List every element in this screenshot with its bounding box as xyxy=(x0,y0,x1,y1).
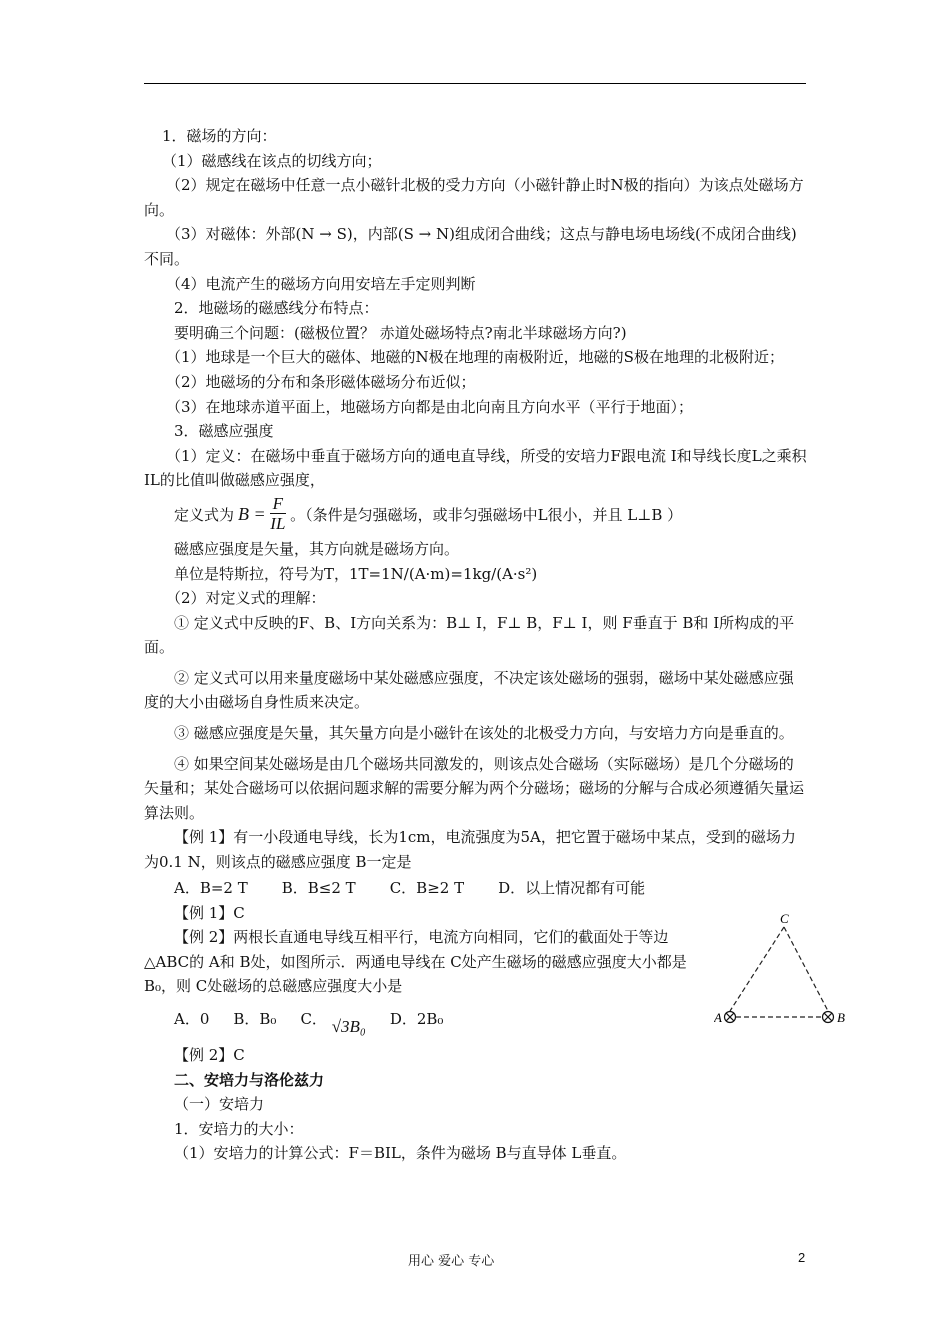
section-heading: 二、安培力与洛伦兹力 xyxy=(174,1070,325,1089)
subsection-heading: （一）安培力 xyxy=(174,1095,265,1114)
option-b: B．B₀ xyxy=(233,1010,277,1028)
definition-formula xyxy=(144,493,808,537)
example-1-answer: 【例 1】C xyxy=(174,903,245,922)
paragraph: （2）规定在磁场中任意一点小磁针北极的受力方向（小磁针静止时N极的指向）为该点处磁场方向。 xyxy=(144,176,804,219)
option-c-label: C． xyxy=(300,1010,327,1028)
paragraph: （4）电流产生的磁场方向用安培左手定则判断 xyxy=(166,274,476,293)
wire-b-into-page-icon xyxy=(823,1012,834,1023)
paragraph: 1．安培力的大小： xyxy=(174,1119,304,1138)
paragraph: ① 定义式中反映的F、B、I方向关系为：B⊥ I，F⊥ B，F⊥ I，则 F垂直于 B和 I所构成的平面。 xyxy=(144,613,795,657)
formula-fraction xyxy=(270,495,286,534)
document-body xyxy=(144,124,845,1166)
paragraph: （1）定义：在磁场中垂直于磁场方向的通电直导线，所受的安培力F跟电流 I和导线长度L之乘积 IL的比值叫做磁感应强度， xyxy=(144,446,807,490)
side-ac xyxy=(730,927,784,1011)
paragraph: （2）对定义式的理解： xyxy=(166,589,326,608)
example-2-question: 【例 2】两根长直通电导线互相平行，电流方向相同，它们的截面处于等边△ABC的 A和 B处，如图所示．两通电导线在 C处产生磁场的磁感应强度大小都是 B₀，则 C处磁场的总磁感应强度大小是 xyxy=(144,928,687,996)
paragraph: （2）地磁场的分布和条形磁体磁场分布近似； xyxy=(166,372,476,391)
formula-condition: 。（条件是匀强磁场，或非匀强磁场中L很小，并且 L⊥B ） xyxy=(290,506,683,525)
formula-numerator: F xyxy=(270,495,286,514)
vertex-label-c: C xyxy=(780,913,789,927)
paragraph: （1）磁感线在该点的切线方向； xyxy=(162,151,382,170)
footer-motto: 用心 爱心 专心 xyxy=(408,1254,495,1269)
side-bc xyxy=(784,927,828,1011)
page-number: 2 xyxy=(798,1250,806,1265)
formula-denominator: IL xyxy=(270,514,286,534)
option-a: A．B=2 T xyxy=(174,878,248,897)
example-2-answer: 【例 2】C xyxy=(174,1046,245,1064)
paragraph: ③ 磁感应强度是矢量，其矢量方向是小磁针在该处的北极受力方向，与安培力方向是垂直的。 xyxy=(174,724,794,743)
option-c xyxy=(300,1006,366,1036)
triangle-figure xyxy=(714,913,854,1033)
paragraph: （3）对磁体：外部(N → S)，内部(S → N)组成闭合曲线；这点与静电场电场线(不成闭合曲线)不同。 xyxy=(144,225,797,268)
option-c: C．B≥2 T xyxy=(389,878,465,897)
option-d: D．以上情况都有可能 xyxy=(498,878,646,897)
option-b: B．B≤2 T xyxy=(281,878,356,897)
option-c-value: √3B₀ xyxy=(331,1017,366,1036)
wire-a-into-page-icon xyxy=(725,1012,736,1023)
paragraph: ④ 如果空间某处磁场是由几个磁场共同激发的，则该点处合磁场（实际磁场）是几个分磁场的矢量和；某处合磁场可以依据问题求解的需要分解为两个分磁场；磁场的分解与合成必须遵循矢量运算法则。 xyxy=(144,754,805,822)
example-1-question: 【例 1】有一小段通电导线，长为1cm，电流强度为5A，把它置于磁场中某点，受到的磁场力为0.1 N，则该点的磁感应强度 B一定是 xyxy=(144,828,796,872)
heading-magnetic-direction: 1．磁场的方向： xyxy=(162,127,277,145)
example-1-options xyxy=(144,875,808,901)
option-d: D．2B₀ xyxy=(389,1010,444,1028)
heading-earth-field: 2．地磁场的磁感线分布特点： xyxy=(174,299,379,318)
example-2-block xyxy=(144,913,845,1039)
example-2-options xyxy=(144,999,808,1039)
heading-magnetic-induction: 3．磁感应强度 xyxy=(174,422,274,441)
paragraph: ② 定义式可以用来量度磁场中某处磁感应强度，不决定该处磁场的强弱，磁场中某处磁感应强度的大小由磁场自身性质来决定。 xyxy=(144,668,794,712)
paragraph: （1）安培力的计算公式：F＝BIL，条件为磁场 B与直导体 L垂直。 xyxy=(174,1144,627,1163)
formula-prefix: 定义式为 xyxy=(174,506,235,525)
formula-lhs: B = xyxy=(238,504,266,525)
option-a: A．0 xyxy=(174,1010,210,1028)
vertex-label-a: A xyxy=(714,1010,722,1026)
paragraph: 磁感应强度是矢量，其方向就是磁场方向。 xyxy=(174,539,460,558)
paragraph: 单位是特斯拉，符号为T，1T=1N/(A·m)=1kg/(A·s²) xyxy=(174,564,538,583)
paragraph: （3）在地球赤道平面上，地磁场方向都是由北向南且方向水平（平行于地面）； xyxy=(166,397,694,416)
vertex-label-b: B xyxy=(837,1010,845,1026)
paragraph: （1）地球是一个巨大的磁体、地磁的N极在地理的南极附近，地磁的S极在地理的北极附近； xyxy=(166,348,784,367)
paragraph: 要明确三个问题：(磁极位置？ 赤道处磁场特点?南北半球磁场方向?) xyxy=(174,323,627,342)
header-rule xyxy=(144,83,806,84)
